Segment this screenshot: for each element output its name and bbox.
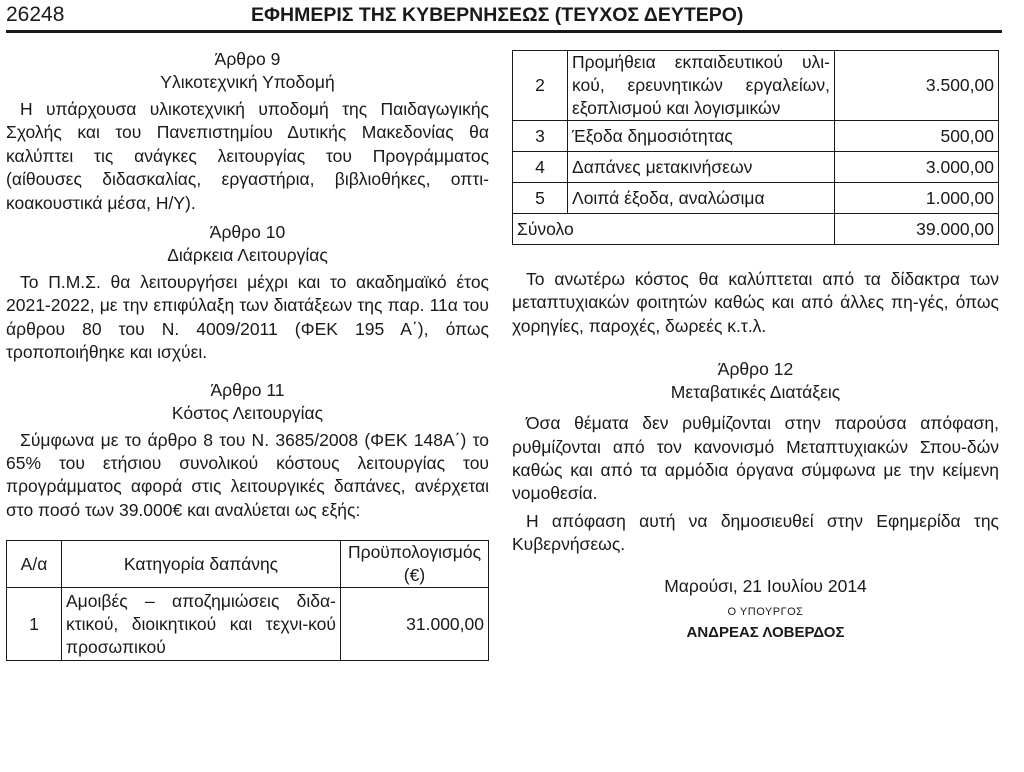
budget-table-part-1 (6, 540, 489, 661)
table-total-row (513, 214, 999, 245)
header-cell-budget: Προϋπολογισμός (€) (341, 541, 489, 588)
row-4-amount: 3.000,00 (835, 152, 999, 183)
article-10-title: Διάρκεια Λειτουργίας (167, 245, 328, 266)
row-3-category: Έξοδα δημοσιότητας (568, 121, 835, 152)
table-header-row (7, 541, 489, 588)
gazette-title: ΕΦΗΜΕΡΙΣ ΤΗΣ ΚΥΒΕΡΝΗΣΕΩΣ (ΤΕΥΧΟΣ ΔΕΥΤΕΡΟ) (251, 4, 744, 26)
header-rule (6, 30, 1002, 33)
cost-coverage-text: Το ανωτέρω κόστος θα καλύπτεται από τα δίδακτρα των μεταπτυχιακών φοιτητών καθώς και από άλλες πη-γές, όπως χορηγίες, παροχές, δωρεές κ.τ.λ. (512, 269, 999, 336)
row-1-category: Αμοιβές – αποζημιώσεις διδα-κτικού, διοικητικού και τεχνι-κού προσωπικού (62, 588, 341, 661)
article-11-title: Κόστος Λειτουργίας (171, 402, 324, 423)
row-3-no: 3 (513, 121, 568, 152)
right-column (512, 268, 999, 641)
row-5-amount: 1.000,00 (835, 183, 999, 214)
signatory-role: Ο ΥΠΟΥΡΓΟΣ (727, 605, 804, 618)
budget-table-part-2 (512, 50, 999, 245)
table-row (513, 121, 999, 152)
header-cell-category: Κατηγορία δαπάνης (62, 541, 341, 588)
article-12-text-2: Η απόφαση αυτή να δημοσιευθεί στην Εφημερίδα της Κυβερνήσεως. (512, 510, 999, 555)
date-place: Μαρούσι, 21 Ιουλίου 2014 (664, 575, 867, 596)
article-9-number: Άρθρο 9 (214, 49, 281, 69)
page-number: 26248 (6, 3, 65, 26)
article-9-text: Η υπάρχουσα υλικοτεχνική υποδομή της Παιδαγωγικής Σχολής και του Πανεπιστημίου Δυτικής Μακεδονίας θα καλύπτει τις ανάγκες λειτουργίας του Προγράμματος (αίθουσες διδασκαλίας, εργαστήρια, βιβλιοθήκες, οπτι-κοακουστικά μέσα, Η/Υ). (6, 99, 489, 213)
table-row (7, 588, 489, 661)
row-4-category: Δαπάνες μετακινήσεων (568, 152, 835, 183)
row-4-no: 4 (513, 152, 568, 183)
article-9-title: Υλικοτεχνική Υποδομή (160, 72, 335, 92)
row-1-amount: 31.000,00 (341, 588, 489, 661)
article-12-title: Μεταβατικές Διατάξεις (670, 382, 841, 403)
row-1-no: 1 (7, 588, 62, 661)
page-header (6, 3, 1002, 29)
signatory-name: ΑΝΔΡΕΑΣ ΛΟΒΕΡΔΟΣ (686, 623, 845, 641)
left-column (6, 48, 489, 522)
row-5-category: Λοιπά έξοδα, αναλώσιμα (568, 183, 835, 214)
row-3-amount: 500,00 (835, 121, 999, 152)
row-2-category: Προμήθεια εκπαιδευτικού υλι-κού, ερευνητικών εργαλείων, εξοπλισμού και λογισμικών (568, 51, 835, 121)
table-row (513, 183, 999, 214)
table-row (513, 152, 999, 183)
article-12-text-1: Όσα θέματα δεν ρυθμίζονται στην παρούσα απόφαση, ρυθμίζονται από τον κανονισμό Μεταπτυχιακών Σπου-δών καθώς και από τα αρμόδια όργανα σύμφωνα με την κείμενη νομοθεσία. (512, 413, 999, 504)
row-5-no: 5 (513, 183, 568, 214)
total-label: Σύνολο (513, 214, 835, 245)
article-11-number: Άρθρο 11 (210, 379, 285, 400)
table-row (513, 51, 999, 121)
article-10-text: Το Π.Μ.Σ. θα λειτουργήσει μέχρι και το ακαδημαϊκό έτος 2021-2022, με την επιφύλαξη των διατάξεων της παρ. 11α του άρθρου 80 του Ν. 4009/2011 (ΦΕΚ 195 Α΄), όπως τροποποιήθηκε και ισχύει. (6, 272, 489, 363)
article-11-text: Σύμφωνα με το άρθρο 8 του Ν. 3685/2008 (ΦΕΚ 148Α΄) το 65% του ετήσιου συνολικού κόστους λειτουργίας του προγράμματος αφορά στις λειτουργικές δαπάνες, ανέρχεται στο ποσό των 39.000€ και αναλύεται ως εξής: (6, 429, 489, 520)
row-2-amount: 3.500,00 (835, 51, 999, 121)
total-amount: 39.000,00 (835, 214, 999, 245)
row-2-no: 2 (513, 51, 568, 121)
article-10-number: Άρθρο 10 (209, 222, 286, 243)
article-12-number: Άρθρο 12 (717, 359, 794, 380)
header-cell-no: Α/α (7, 541, 62, 588)
